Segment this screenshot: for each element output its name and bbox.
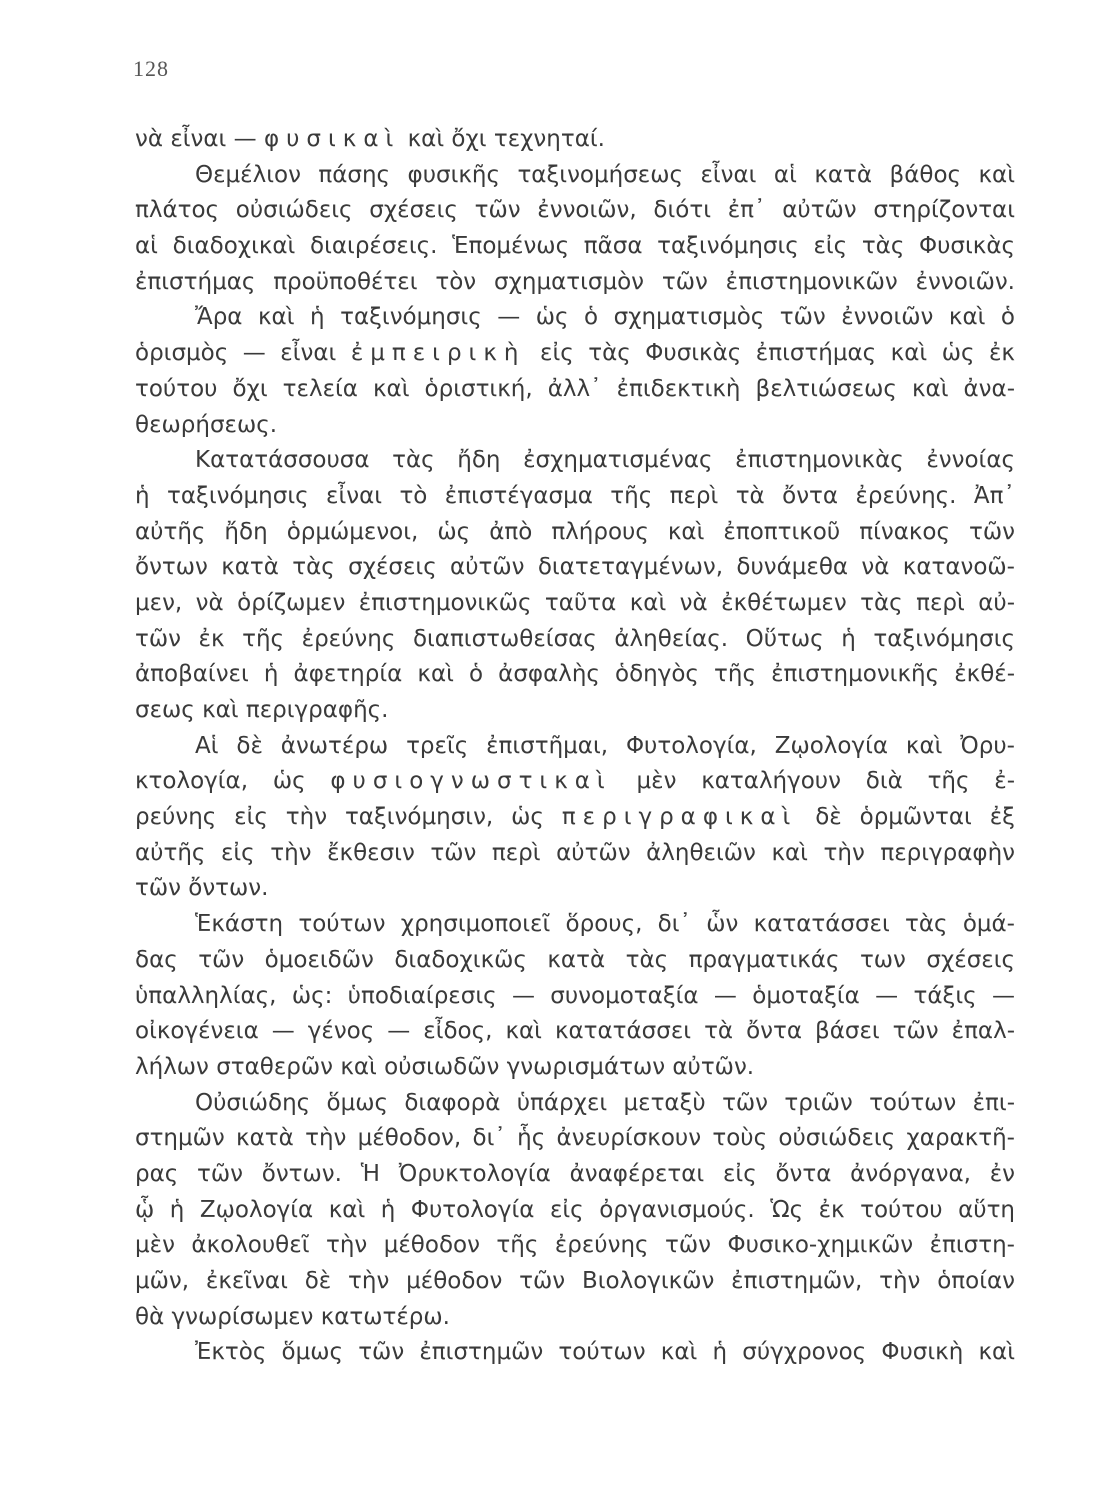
text-line	[135, 122, 1015, 158]
text-run: σεως καὶ περιγραφῆς.	[135, 697, 389, 723]
text-run: μεν, νὰ ὁρίζωμεν ἐπιστημονικῶς ταῦτα καὶ νὰ ἐκθέτωμεν τὰς περὶ αὐ-	[135, 589, 1015, 616]
text-run: ἀποβαίνει ἡ ἀφετηρία καὶ ὁ ἀσφαλὴς ὁδηγὸς τῆς ἐπιστημονικῆς ἐκθέ-	[135, 661, 1015, 688]
text-run: Ἐκτὸς ὅμως τῶν ἐπιστημῶν τούτων καὶ ἡ σύγχρονος Φυσικὴ καὶ	[195, 1339, 1015, 1366]
text-run: οἰκογένεια — γένος — εἶδος, καὶ κατατάσσει τὰ ὄντα βάσει τῶν ἐπαλ-	[135, 1018, 1015, 1045]
text-run: καὶ ὄχι τεχνηταί.	[400, 126, 605, 152]
text-run: δας τῶν ὁμοειδῶν διαδοχικῶς κατὰ τὰς πραγματικάς των σχέσεις	[135, 946, 1015, 973]
text-run: αἱ διαδοχικαὶ διαιρέσεις. Ἑπομένως πᾶσα ταξινόμησις εἰς τὰς Φυσικὰς	[135, 233, 1015, 260]
paragraph	[135, 158, 1015, 301]
text-line	[135, 1157, 1015, 1193]
text-run: στημῶν κατὰ τὴν μέθοδον, δι᾽ ἧς ἀνευρίσκουν τοὺς οὐσιώδεις χαρακτῆ-	[135, 1125, 1015, 1152]
text-line	[135, 836, 1015, 872]
text-line	[135, 871, 1015, 907]
text-run: ρας τῶν ὄντων. Ἡ Ὀρυκτολογία ἀναφέρεται εἰς ὄντα ἀνόργανα, ἐν	[135, 1160, 1015, 1187]
text-run: ἡ ταξινόμησις εἶναι τὸ ἐπιστέγασμα τῆς περὶ τὰ ὄντα ἐρεύνης. Ἀπ᾽	[135, 482, 1015, 509]
text-line	[135, 1300, 1015, 1336]
body-text	[135, 122, 1015, 1371]
spaced-emphasis: φυσικαὶ	[263, 126, 401, 152]
spaced-emphasis: ἐμπειρικὴ	[350, 340, 526, 367]
text-run: πλάτος οὐσιώδεις σχέσεις τῶν ἐννοιῶν, διότι ἐπ᾽ αὐτῶν στηρίζονται	[135, 197, 1015, 224]
text-run: ὑπαλληλίας, ὡς: ὑποδιαίρεσις — συνομοταξία — ὁμοταξία — τάξις —	[135, 982, 1015, 1009]
text-line	[135, 1228, 1015, 1264]
text-line	[135, 408, 1015, 444]
text-line	[135, 1086, 1015, 1122]
paragraph	[135, 443, 1015, 729]
text-line	[135, 979, 1015, 1015]
text-run: Οὐσιώδης ὅμως διαφορὰ ὑπάρχει μεταξὺ τῶν τριῶν τούτων ἐπι-	[195, 1089, 1015, 1116]
text-line	[135, 1335, 1015, 1371]
text-line	[135, 586, 1015, 622]
text-line	[135, 550, 1015, 586]
text-run: τούτου ὄχι τελεία καὶ ὁριστική, ἀλλ᾽ ἐπιδεκτικὴ βελτιώσεως καὶ ἀνα-	[135, 375, 1015, 402]
text-run: ᾧ ἡ Ζῳολογία καὶ ἡ Φυτολογία εἰς ὀργανισμούς. Ὡς ἐκ τούτου αὕτη	[135, 1196, 1015, 1223]
text-line	[135, 515, 1015, 551]
text-line	[135, 693, 1015, 729]
text-run: τῶν ὄντων.	[135, 875, 269, 902]
paragraph	[135, 300, 1015, 443]
text-run: μῶν, ἐκεῖναι δὲ τὴν μέθοδον τῶν Βιολογικῶν ἐπιστημῶν, τὴν ὁποίαν	[135, 1268, 1015, 1294]
text-line	[135, 764, 1015, 800]
text-run: μὲν ἀκολουθεῖ τὴν μέθοδον τῆς ἐρεύνης τῶν Φυσικο-χημικῶν ἐπιστη-	[135, 1232, 1015, 1259]
text-run: θεωρήσεως.	[135, 411, 278, 438]
text-run: λήλων σταθερῶν καὶ οὐσιωδῶν γνωρισμάτων αὐτῶν.	[135, 1053, 755, 1080]
text-line	[135, 336, 1015, 372]
text-run: ρεύνης εἰς τὴν ταξινόμησιν, ὡς	[135, 804, 562, 831]
text-line	[135, 479, 1015, 515]
spaced-emphasis: περιγραφικαὶ	[561, 804, 798, 831]
paragraph	[135, 729, 1015, 907]
text-run: θὰ γνωρίσωμεν κατωτέρω.	[135, 1303, 450, 1330]
text-run: Ἑκάστη τούτων χρησιμοποιεῖ ὅρους, δι᾽ ὧν κατατάσσει τὰς ὁμά-	[195, 911, 1015, 938]
text-line	[135, 1014, 1015, 1050]
text-run: εἰς τὰς Φυσικὰς ἐπιστήμας καὶ ὡς ἐκ	[525, 340, 1015, 367]
paragraph	[135, 1086, 1015, 1336]
text-line	[135, 193, 1015, 229]
text-line	[135, 1050, 1015, 1086]
text-line	[135, 158, 1015, 194]
text-line	[135, 1193, 1015, 1229]
text-line	[135, 1264, 1015, 1300]
text-run: μὲν καταλήγουν διὰ τῆς ἐ-	[611, 768, 1016, 795]
text-line	[135, 943, 1015, 979]
text-run: ὄντων κατὰ τὰς σχέσεις αὐτῶν διατεταγμένων, δυνάμεθα νὰ κατανοῶ-	[135, 554, 1015, 581]
text-line	[135, 443, 1015, 479]
paragraph	[135, 1335, 1015, 1371]
text-line	[135, 300, 1015, 336]
text-line	[135, 372, 1015, 408]
text-run: Ἄρα καὶ ἡ ταξινόμησις — ὡς ὁ σχηματισμὸς τῶν ἐννοιῶν καὶ ὁ	[195, 304, 1015, 331]
text-line	[135, 729, 1015, 765]
text-line	[135, 907, 1015, 943]
paragraph	[135, 122, 1015, 158]
paragraph	[135, 907, 1015, 1085]
text-run: Θεμέλιον πάσης φυσικῆς ταξινομήσεως εἶναι αἱ κατὰ βάθος καὶ	[195, 161, 1015, 188]
text-run: αὐτῆς ἤδη ὁρμώμενοι, ὡς ἀπὸ πλήρους καὶ ἐποπτικοῦ πίνακος τῶν	[135, 518, 1015, 545]
text-run: νὰ εἶναι —	[135, 126, 264, 152]
text-run: τῶν ἐκ τῆς ἐρεύνης διαπιστωθείσας ἀληθείας. Οὕτως ἡ ταξινόμησις	[135, 625, 1015, 652]
text-line	[135, 265, 1015, 301]
text-line	[135, 622, 1015, 658]
text-line	[135, 657, 1015, 693]
text-run: κτολογία, ὡς	[135, 768, 331, 795]
text-run: ὁρισμὸς — εἶναι	[135, 340, 351, 367]
spaced-emphasis: φυσιογνωστικαὶ	[330, 768, 612, 795]
page-number: 128	[133, 56, 169, 81]
text-run: αὐτῆς εἰς τὴν ἔκθεσιν τῶν περὶ αὐτῶν ἀληθειῶν καὶ τὴν περιγραφὴν	[135, 839, 1015, 866]
text-run: Αἱ δὲ ἀνωτέρω τρεῖς ἐπιστῆμαι, Φυτολογία, Ζῳολογία καὶ Ὀρυ-	[195, 732, 1015, 759]
text-line	[135, 800, 1015, 836]
text-run: δὲ ὁρμῶνται ἐξ	[797, 804, 1015, 831]
text-line	[135, 1121, 1015, 1157]
text-run: Κατατάσσουσα τὰς ἤδη ἐσχηματισμένας ἐπιστημονικὰς ἐννοίας	[195, 447, 1015, 474]
text-line	[135, 229, 1015, 265]
text-run: ἐπιστήμας προϋποθέτει τὸν σχηματισμὸν τῶν ἐπιστημονικῶν ἐννοιῶν.	[135, 268, 1015, 295]
